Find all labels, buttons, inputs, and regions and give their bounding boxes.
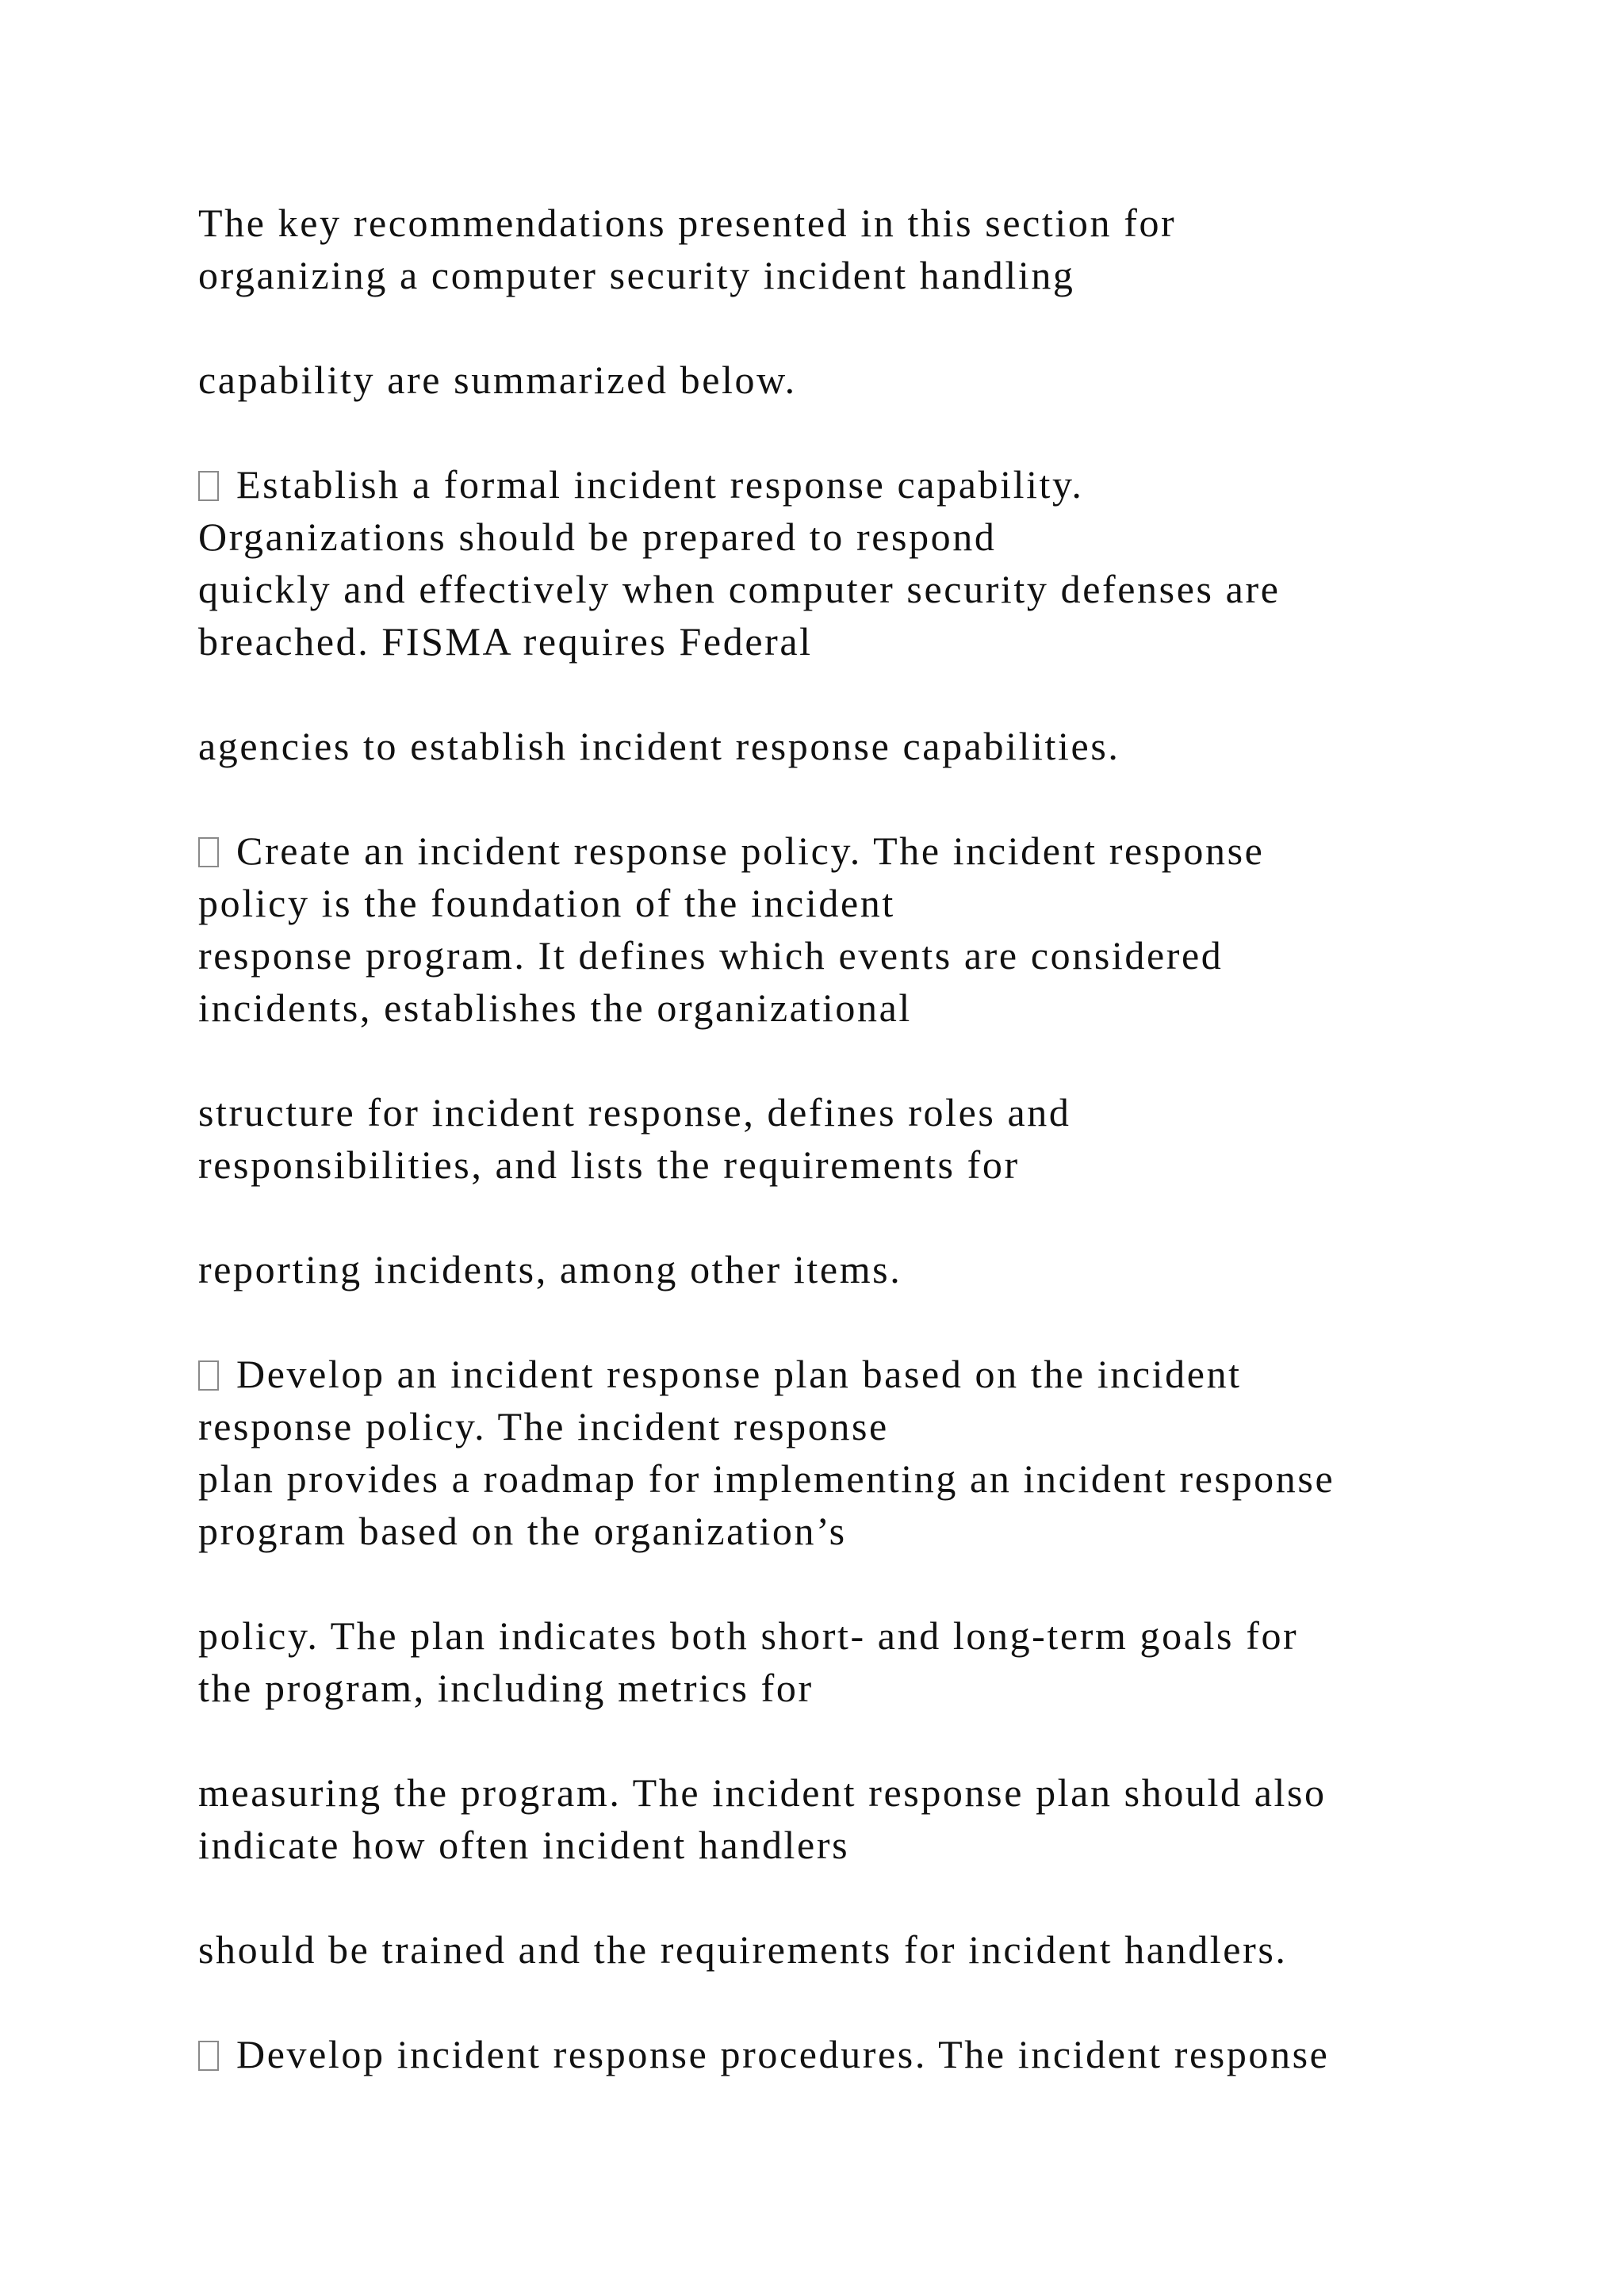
text-line: response program. It defines which events are considered <box>198 933 1224 978</box>
text-line: Develop an incident response plan based on the incident <box>236 1352 1242 1396</box>
text-line: responsibilities, and lists the requirements for <box>198 1142 1020 1187</box>
bullet-box-icon <box>198 837 219 867</box>
text-line: reporting incidents, among other items. <box>198 1247 902 1292</box>
text-line: capability are summarized below. <box>198 358 797 402</box>
text-line: Establish a formal incident response capability. <box>236 462 1084 507</box>
text-line: policy. The plan indicates both short- and long-term goals for <box>198 1613 1299 1658</box>
text-line: Develop incident response procedures. The incident response <box>236 2032 1330 2076</box>
text-line: should be trained and the requirements for incident handlers. <box>198 1927 1288 1972</box>
text-line: incidents, establishes the organizational <box>198 985 912 1030</box>
text-line: The key recommendations presented in this section for <box>198 201 1177 245</box>
bullet-line <box>198 1348 1242 1400</box>
text-line: agencies to establish incident response capabilities. <box>198 724 1120 768</box>
bullet-line <box>198 458 1084 511</box>
text-line: measuring the program. The incident response plan should also <box>198 1770 1327 1815</box>
text-line: Create an incident response policy. The incident response <box>236 828 1265 873</box>
text-line: indicate how often incident handlers <box>198 1823 850 1867</box>
text-line: policy is the foundation of the incident <box>198 881 895 925</box>
text-line: structure for incident response, defines roles and <box>198 1090 1071 1135</box>
text-line: organizing a computer security incident handling <box>198 253 1075 297</box>
text-line: the program, including metrics for <box>198 1666 814 1710</box>
text-line: quickly and effectively when computer security defenses are <box>198 567 1281 611</box>
bullet-box-icon <box>198 471 219 501</box>
bullet-line <box>198 2028 1329 2080</box>
text-line: Organizations should be prepared to respond <box>198 515 997 559</box>
text-line: plan provides a roadmap for implementing an incident response <box>198 1456 1335 1501</box>
text-line: response policy. The incident response <box>198 1404 889 1448</box>
bullet-box-icon <box>198 1360 219 1391</box>
text-line: breached. FISMA requires Federal <box>198 619 813 664</box>
text-line: program based on the organization’s <box>198 1509 847 1553</box>
bullet-box-icon <box>198 2041 219 2071</box>
bullet-line <box>198 825 1264 877</box>
